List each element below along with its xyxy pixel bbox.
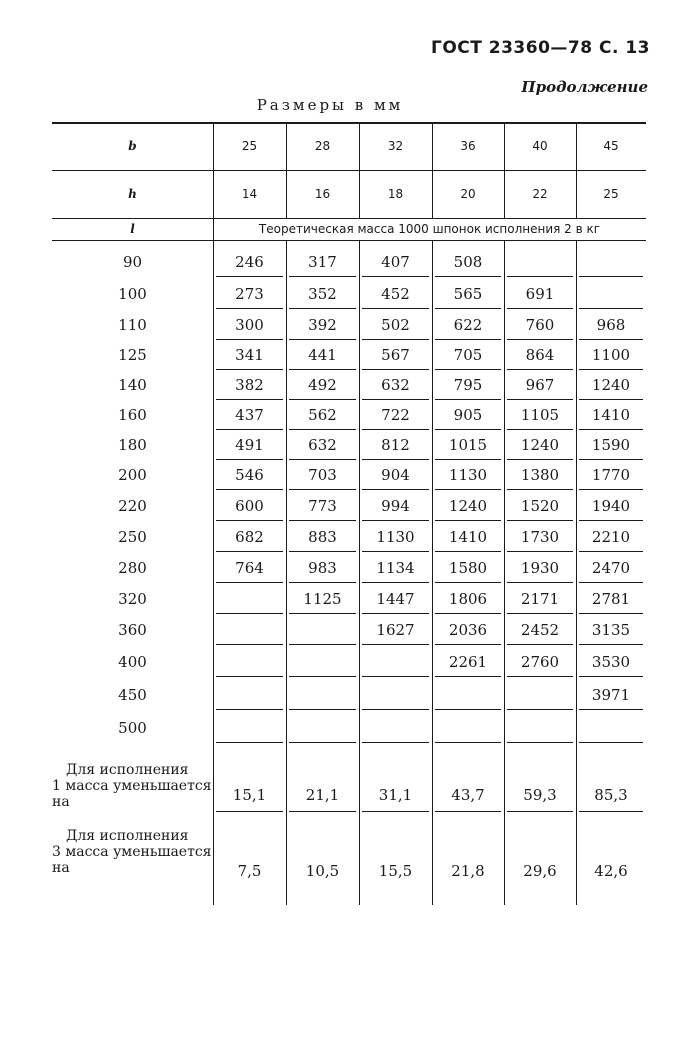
mass-value: 883 [308, 527, 337, 546]
cell-underline [579, 709, 643, 710]
l-label: l [130, 222, 135, 236]
mass-value: 795 [453, 375, 483, 394]
mass-value: 983 [308, 558, 337, 577]
mass-value [213, 679, 286, 710]
mass-value: 864 [525, 345, 555, 364]
mass-value: 764 [235, 558, 264, 577]
reduction-value: 31,1 [378, 786, 413, 804]
mass-value [213, 712, 286, 743]
length-value: 320 [118, 589, 147, 608]
mass-value: 1627 [376, 620, 415, 639]
mass-value: 300 [235, 315, 264, 334]
document-code: ГОСТ 23360—78 С. 13 [430, 38, 650, 58]
length-value: 250 [118, 527, 147, 546]
mass-value: 2760 [520, 652, 560, 671]
mass-value [359, 712, 432, 743]
mass-value [213, 614, 286, 645]
mass-value: 1410 [448, 527, 488, 546]
mass-value: 3530 [591, 652, 631, 671]
mass-value: 437 [235, 405, 264, 424]
mass-value: 565 [453, 284, 483, 303]
length-value: 110 [118, 315, 147, 334]
mass-value [286, 679, 359, 710]
b-value: 40 [532, 139, 548, 153]
mass-value [286, 614, 359, 645]
mass-value: 1015 [448, 435, 488, 454]
mass-value: 812 [381, 435, 410, 454]
mass-value: 407 [381, 252, 410, 271]
mass-value [286, 646, 359, 677]
b-value: 32 [387, 139, 404, 153]
mass-value: 682 [235, 527, 264, 546]
note-text [52, 828, 217, 876]
b-label: b [128, 139, 137, 153]
cell-underline [216, 742, 283, 743]
cell-underline [216, 709, 283, 710]
reduction-value: 10,5 [305, 862, 340, 880]
length-value: 90 [122, 252, 143, 271]
mass-value: 352 [308, 284, 337, 303]
mass-value: 3135 [591, 620, 631, 639]
mass-value: 1447 [376, 589, 415, 608]
mass-value: 1240 [520, 435, 560, 454]
mass-value: 1520 [520, 496, 560, 515]
length-value: 200 [118, 465, 147, 484]
mass-value: 508 [453, 252, 483, 271]
cell-underline [435, 742, 501, 743]
cell-underline [289, 709, 356, 710]
cell-underline [362, 709, 429, 710]
body-column-line [576, 240, 577, 905]
mass-value: 246 [235, 252, 264, 271]
mass-value: 691 [525, 284, 555, 303]
cell-underline [579, 811, 643, 812]
cell-underline [435, 676, 501, 677]
b-value: 28 [314, 139, 331, 153]
cell-underline [362, 276, 429, 277]
mass-value: 760 [525, 315, 555, 334]
cell-underline [507, 709, 573, 710]
mass-value: 1125 [303, 589, 342, 608]
length-value: 125 [118, 345, 147, 364]
note-line: 1 масса уменьшается [52, 778, 212, 794]
mass-value: 491 [235, 435, 264, 454]
mass-value: 2781 [591, 589, 631, 608]
length-value: 100 [118, 284, 147, 303]
dimensions-title [0, 96, 700, 114]
mass-value: 1930 [520, 558, 560, 577]
mass-value: 600 [235, 496, 264, 515]
length-value: 400 [118, 652, 147, 671]
reduction-value: 59,3 [523, 786, 557, 804]
mass-value: 703 [308, 465, 337, 484]
mass-value: 562 [308, 405, 337, 424]
mass-value: 317 [308, 252, 337, 271]
mass-value [432, 712, 504, 743]
note-text [52, 762, 217, 810]
mass-value [213, 646, 286, 677]
b-value: 36 [460, 139, 476, 153]
mass-value [576, 246, 646, 277]
note-line: на [52, 860, 70, 876]
dimensions-title-text: Размеры в мм [256, 96, 404, 114]
mass-value: 441 [308, 345, 337, 364]
note-line: Для исполнения [66, 762, 189, 778]
mass-value: 1770 [591, 465, 631, 484]
mass-value [432, 679, 504, 710]
cell-underline [435, 709, 501, 710]
mass-value: 273 [235, 284, 264, 303]
mass-value: 341 [235, 345, 264, 364]
mass-value [504, 246, 576, 277]
h-value: 25 [603, 187, 619, 201]
b-value: 45 [603, 139, 619, 153]
cell-underline [435, 276, 501, 277]
note-line: на [52, 794, 70, 810]
mass-value: 722 [381, 405, 410, 424]
mass-value: 1100 [591, 345, 631, 364]
mass-value: 382 [235, 375, 264, 394]
mass-value: 1240 [448, 496, 488, 515]
length-value: 160 [118, 405, 147, 424]
mass-value: 2210 [591, 527, 631, 546]
cell-underline [216, 276, 283, 277]
cell-underline [289, 276, 356, 277]
mass-value: 1105 [520, 405, 560, 424]
reduction-value: 15,5 [378, 862, 413, 880]
cell-underline [507, 676, 573, 677]
body-column-line [504, 240, 505, 905]
mass-value [213, 583, 286, 614]
mass-value: 1130 [448, 465, 488, 484]
mass-value [286, 712, 359, 743]
mass-caption: Теоретическая масса 1000 шпонок исполнения 2 в кг [258, 222, 601, 236]
mass-value: 1590 [591, 435, 631, 454]
mass-value [504, 712, 576, 743]
mass-value: 392 [308, 315, 337, 334]
cell-underline [579, 644, 643, 645]
body-column-line [432, 240, 433, 905]
length-value: 280 [118, 558, 147, 577]
reduction-value: 21,8 [451, 862, 485, 880]
mass-value: 994 [381, 496, 410, 515]
note-line: Для исполнения [66, 828, 189, 844]
cell-underline [289, 811, 356, 812]
mass-value: 546 [235, 465, 264, 484]
mass-value: 1806 [448, 589, 488, 608]
mass-value: 3971 [591, 685, 631, 704]
cell-underline [579, 276, 643, 277]
cell-underline [435, 644, 501, 645]
h-value: 16 [314, 187, 331, 201]
mass-value: 705 [453, 345, 483, 364]
mass-value: 1134 [376, 558, 415, 577]
reduction-value: 7,5 [237, 862, 262, 880]
mass-value: 967 [525, 375, 555, 394]
mass-value: 632 [308, 435, 337, 454]
mass-value: 2261 [448, 652, 488, 671]
reduction-value: 43,7 [451, 786, 485, 804]
mass-value: 632 [381, 375, 410, 394]
length-value: 220 [118, 496, 147, 515]
cell-underline [435, 811, 501, 812]
mass-value: 1130 [376, 527, 415, 546]
h-label: h [128, 187, 137, 201]
length-value: 180 [118, 435, 147, 454]
length-value: 140 [118, 375, 147, 394]
cell-underline [289, 676, 356, 677]
continuation-label: Продолжение [521, 78, 648, 96]
cell-underline [362, 644, 429, 645]
cell-underline [507, 276, 573, 277]
body-column-line [213, 240, 214, 905]
cell-underline [289, 644, 356, 645]
h-value: 18 [387, 187, 404, 201]
length-value: 450 [118, 685, 147, 704]
mass-value: 452 [381, 284, 410, 303]
reduction-value: 15,1 [232, 786, 267, 804]
mass-value: 1380 [520, 465, 560, 484]
reduction-value: 21,1 [305, 786, 340, 804]
mass-value: 502 [381, 315, 410, 334]
mass-value: 2452 [520, 620, 560, 639]
mass-value: 1410 [591, 405, 631, 424]
mass-value [359, 679, 432, 710]
cell-underline [507, 811, 573, 812]
note-line: 3 масса уменьшается [52, 844, 212, 860]
cell-underline [579, 742, 643, 743]
mass-value: 1240 [591, 375, 631, 394]
cell-underline [216, 811, 283, 812]
mass-value: 904 [381, 465, 410, 484]
cell-underline [507, 742, 573, 743]
mass-value: 968 [596, 315, 626, 334]
mass-value: 773 [308, 496, 337, 515]
mass-value: 2470 [591, 558, 631, 577]
mass-value: 492 [308, 375, 337, 394]
mass-value: 2036 [448, 620, 488, 639]
h-value: 20 [460, 187, 476, 201]
length-value: 360 [118, 620, 147, 639]
mass-value: 2171 [520, 589, 560, 608]
h-value: 22 [532, 187, 548, 201]
body-column-line [286, 240, 287, 905]
cell-underline [362, 811, 429, 812]
reduction-value: 29,6 [523, 862, 557, 880]
h-value: 14 [241, 187, 258, 201]
cell-underline [289, 742, 356, 743]
mass-value: 1580 [448, 558, 488, 577]
length-value: 500 [118, 718, 147, 737]
cell-underline [216, 676, 283, 677]
reduction-value: 42,6 [594, 862, 628, 880]
b-value: 25 [241, 139, 258, 153]
mass-value: 1730 [520, 527, 560, 546]
mass-value: 567 [381, 345, 410, 364]
mass-value [504, 679, 576, 710]
body-column-line [359, 240, 360, 905]
cell-underline [362, 676, 429, 677]
cell-underline [579, 676, 643, 677]
mass-value [359, 646, 432, 677]
mass-value [576, 278, 646, 309]
mass-value: 622 [453, 315, 483, 334]
mass-value: 905 [453, 405, 483, 424]
reduction-value: 85,3 [594, 786, 628, 804]
mass-value: 1940 [591, 496, 631, 515]
cell-underline [362, 742, 429, 743]
cell-underline [507, 644, 573, 645]
cell-underline [216, 644, 283, 645]
mass-value [576, 712, 646, 743]
l-row-rule [52, 240, 646, 241]
